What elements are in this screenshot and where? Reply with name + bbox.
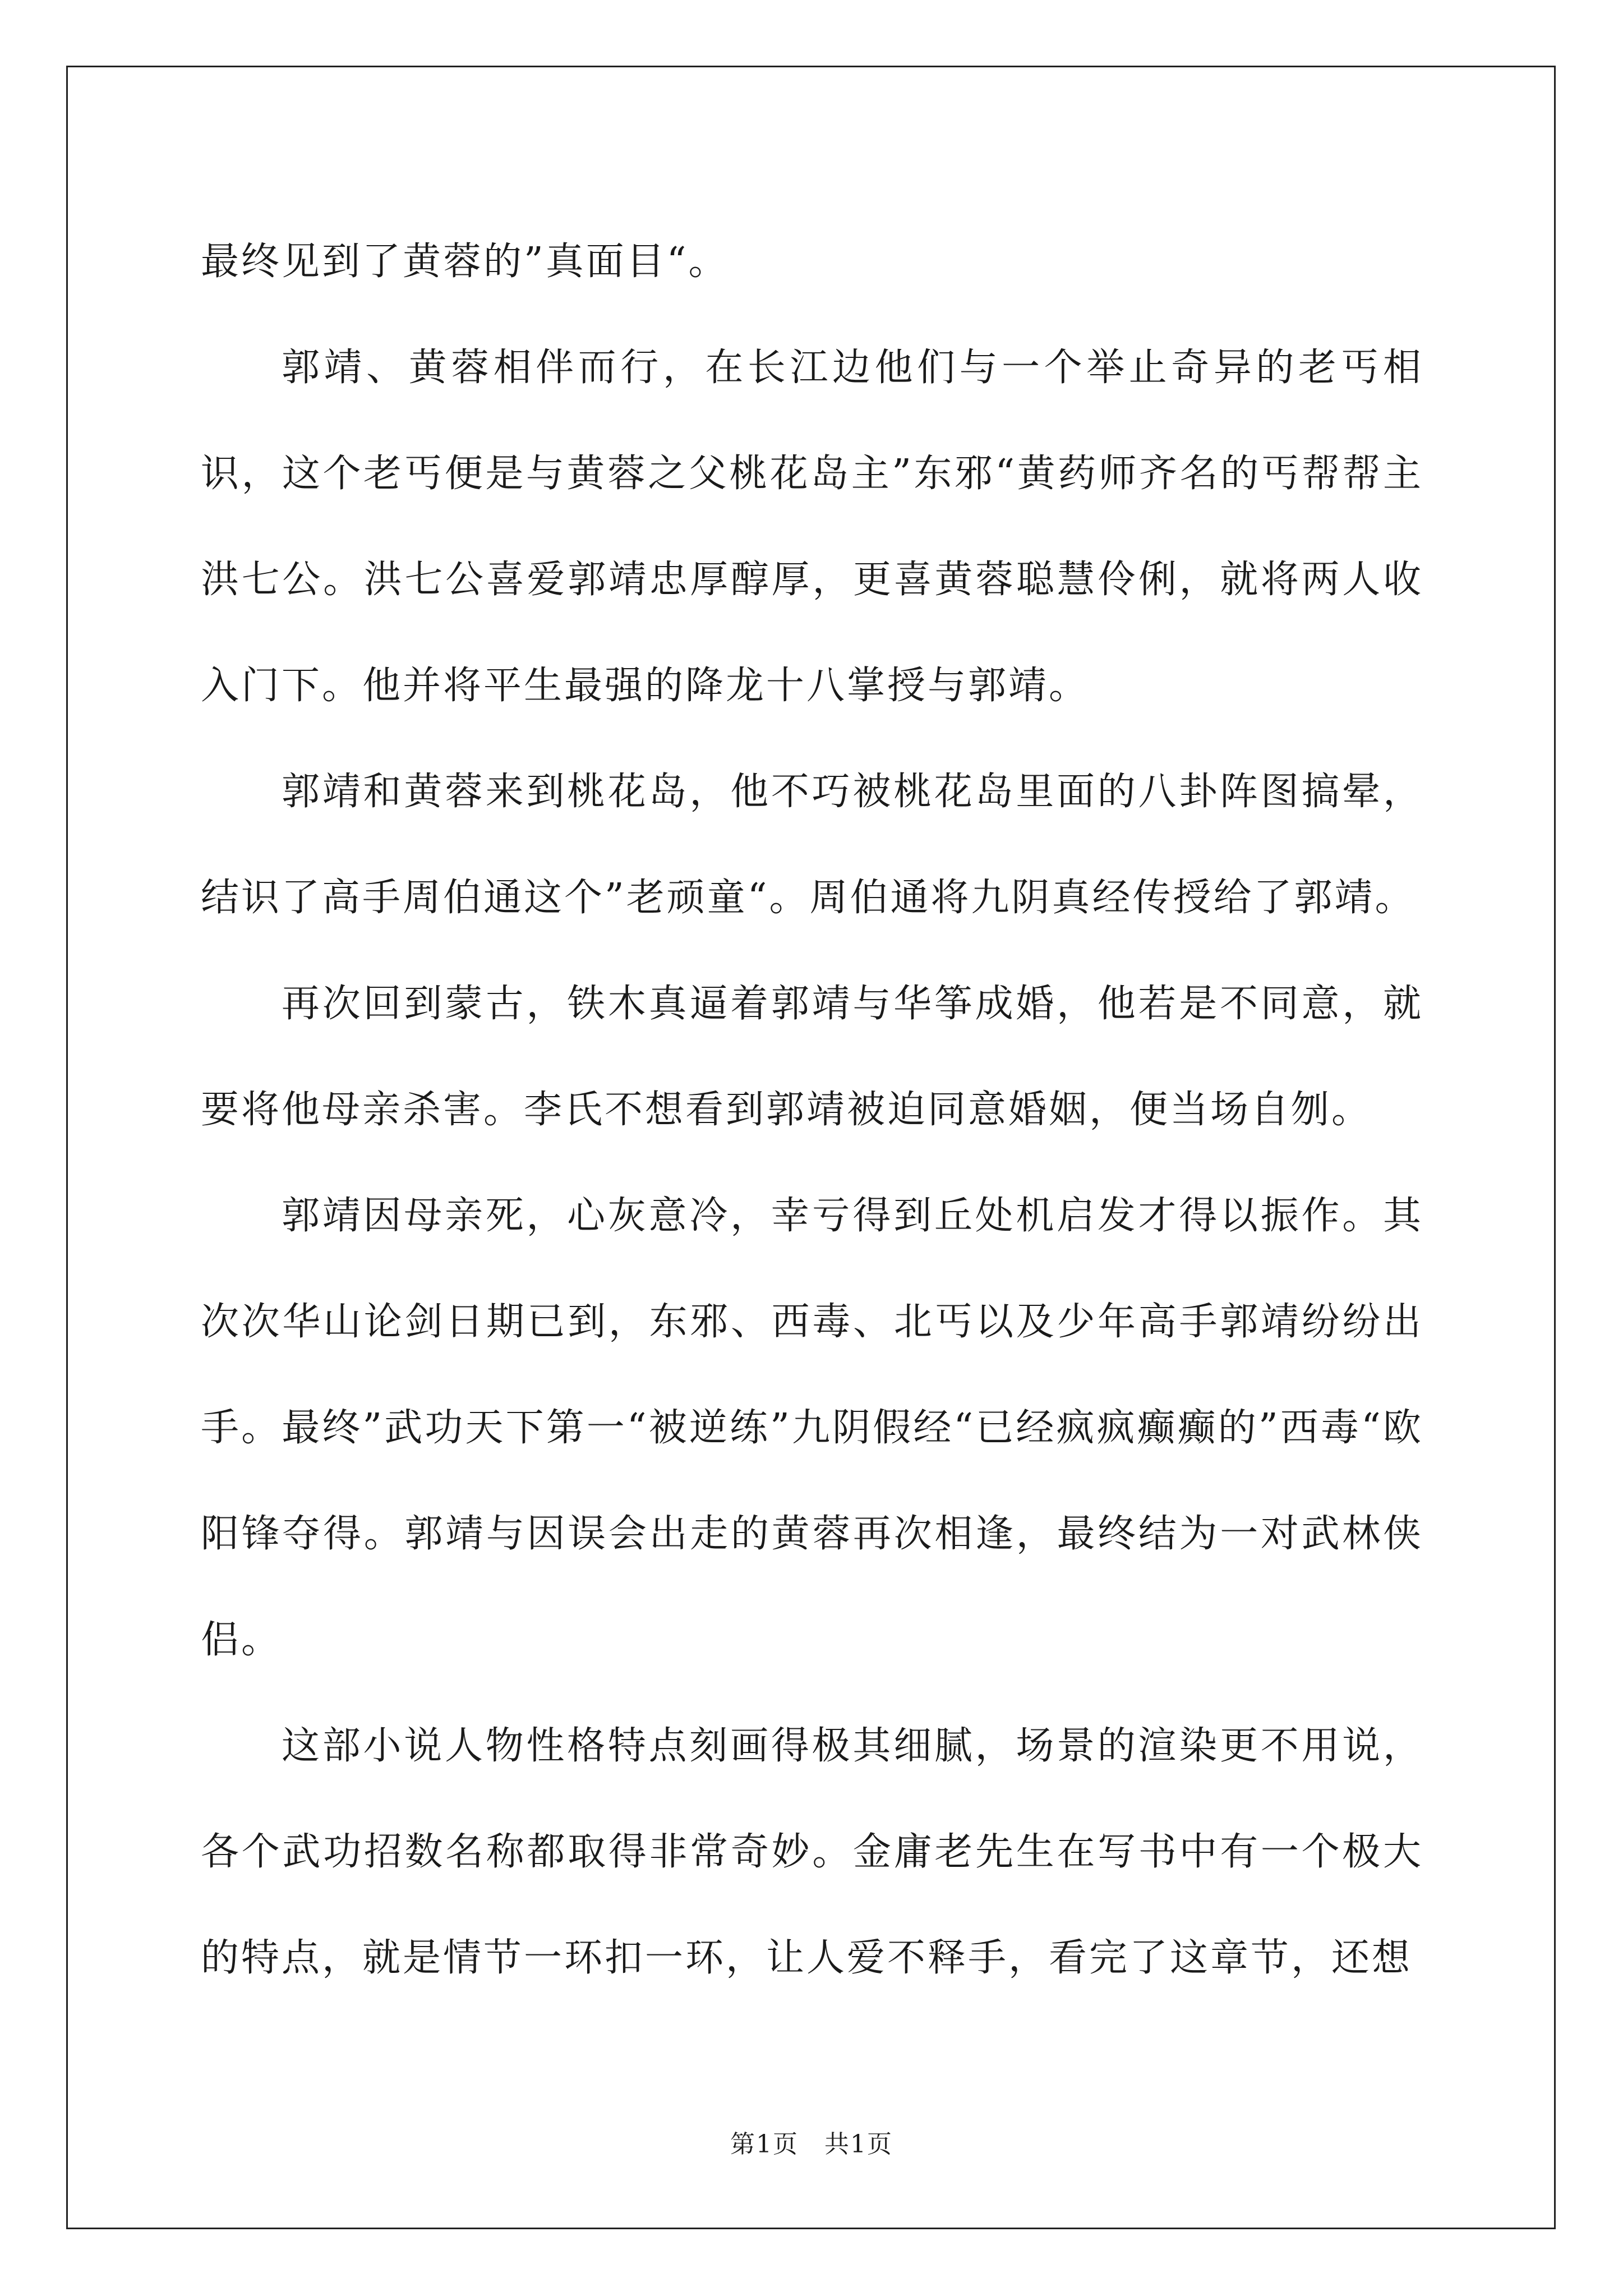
paragraph-4: 再次回到蒙古，铁木真逼着郭靖与华筝成婚，他若是不同意，就要将他母亲杀害。李氏不想看到郭靖被迫同意婚姻，便当场自刎。	[201, 982, 1423, 1132]
document-body	[201, 209, 1423, 2011]
paragraph-1: 最终见到了黄蓉的”真面目“。	[201, 240, 729, 284]
paragraph-5: 郭靖因母亲死，心灰意冷，幸亏得到丘处机启发才得以振作。其次次华山论剑日期已到，东邪、西毒、北丐以及少年高手郭靖纷纷出手。最终”武功天下第一“被逆练”九阴假经“已经疯疯癫癫的”西毒“欧阳锋夺得。郭靖与因误会出走的黄蓉再次相逢，最终结为一对武林侠侣。	[201, 1194, 1423, 1662]
page-footer: 第1页 共1页	[730, 2130, 893, 2159]
paragraph-2: 郭靖、黄蓉相伴而行，在长江边他们与一个举止奇异的老丐相识，这个老丐便是与黄蓉之父桃花岛主”东邪“黄药师齐名的丐帮帮主洪七公。洪七公喜爱郭靖忠厚醇厚，更喜黄蓉聪慧伶俐，就将两人收入门下。他并将平生最强的降龙十八掌授与郭靖。	[201, 346, 1423, 708]
paragraph-6: 这部小说人物性格特点刻画得极其细腻，场景的渲染更不用说，各个武功招数名称都取得非常奇妙。金庸老先生在写书中有一个极大的特点，就是情节一环扣一环，让人爱不释手，看完了这章节，还想	[201, 1724, 1423, 1980]
paragraph-3: 郭靖和黄蓉来到桃花岛，他不巧被桃花岛里面的八卦阵图搞晕，结识了高手周伯通这个”老顽童“。周伯通将九阴真经传授给了郭靖。	[201, 770, 1423, 920]
